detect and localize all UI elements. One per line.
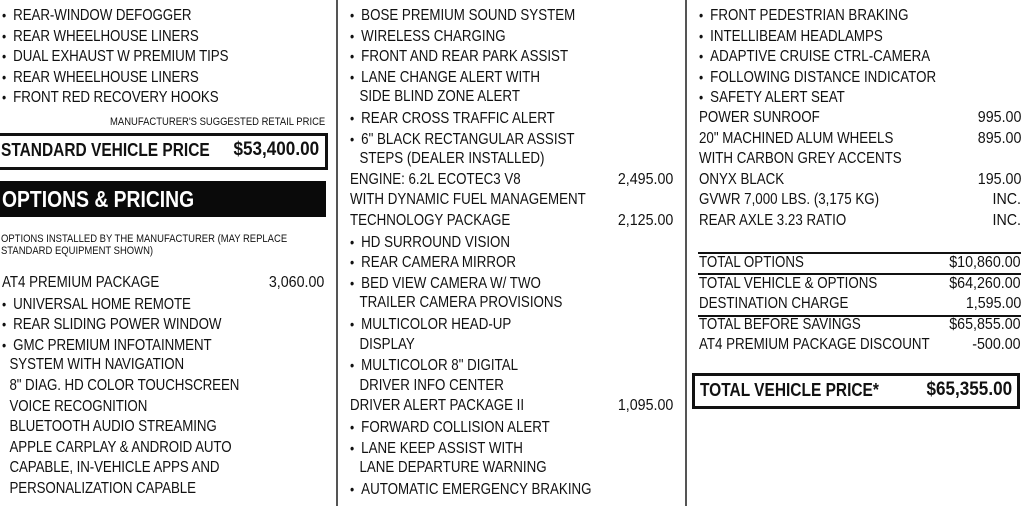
feature-item: • REAR WHEELHOUSE LINERS [2, 67, 289, 88]
option-line: • 6" BLACK RECTANGULAR ASSIST [350, 129, 673, 150]
option-line: 20" MACHINED ALUM WHEELS 895.00 [699, 129, 1021, 147]
options-header-text: OPTIONS & PRICING [2, 186, 195, 212]
totals-row: TOTAL OPTIONS $10,860.00 [699, 254, 1021, 271]
option-line: • HD SURROUND VISION [350, 232, 673, 253]
total-price-label: TOTAL VEHICLE PRICE* [700, 380, 879, 400]
package-row [2, 273, 324, 294]
totals-row: AT4 PREMIUM PACKAGE DISCOUNT -500.00 [699, 336, 1021, 354]
option-line: • FRONT AND REAR PARK ASSIST [350, 46, 673, 67]
option-line: ENGINE: 6.2L ECOTEC3 V8 2,495.00 [350, 170, 673, 188]
option-line: TRAILER CAMERA PROVISIONS [359, 294, 563, 312]
option-line: • FORWARD COLLISION ALERT [350, 417, 673, 438]
package-item: • REAR SLIDING POWER WINDOW [2, 314, 289, 335]
standard-vehicle-price-box [0, 133, 328, 170]
option-line: • FRONT PEDESTRIAN BRAKING [699, 5, 1021, 26]
package-amount: 3,060.00 [268, 274, 324, 291]
option-line: • MULTICOLOR 8" DIGITAL [350, 355, 673, 376]
option-line: • WIRELESS CHARGING [350, 26, 673, 47]
option-line: WITH CARBON GREY ACCENTS [699, 150, 902, 168]
option-line: ONYX BLACK 195.00 [699, 170, 1021, 188]
package-item: • GMC PREMIUM INFOTAINMENT [2, 335, 289, 356]
option-line: WITH DYNAMIC FUEL MANAGEMENT [350, 191, 586, 209]
option-line: LANE DEPARTURE WARNING [359, 459, 547, 477]
option-line: TECHNOLOGY PACKAGE 2,125.00 [350, 212, 673, 229]
feature-item: • REAR-WINDOW DEFOGGER [2, 5, 289, 26]
option-line: • BED VIEW CAMERA W/ TWO [350, 273, 673, 294]
option-line: DRIVER INFO CENTER [359, 376, 504, 394]
package-item: APPLE CARPLAY & ANDROID AUTO [9, 438, 232, 456]
package-item: BLUETOOTH AUDIO STREAMING [9, 418, 217, 436]
options-pricing-header [0, 181, 326, 217]
column-options-continued [338, 0, 685, 506]
package-item: SYSTEM WITH NAVIGATION [9, 356, 185, 374]
totals-row: TOTAL VEHICLE & OPTIONS $64,260.00 [699, 274, 1021, 292]
column-options-and-totals [687, 0, 1024, 506]
standard-price-label: STANDARD VEHICLE PRICE [1, 140, 210, 160]
option-line: • LANE KEEP ASSIST WITH [350, 438, 673, 459]
option-line: POWER SUNROOF 995.00 [699, 109, 1021, 126]
option-line: REAR AXLE 3.23 RATIO INC. [699, 212, 1021, 229]
option-line: STEPS (DEALER INSTALLED) [359, 150, 545, 168]
option-line: GVWR 7,000 LBS. (3,175 KG) INC. [699, 191, 1021, 209]
option-line: • REAR CAMERA MIRROR [350, 252, 673, 273]
option-line: • LANE CHANGE ALERT WITH [350, 67, 673, 88]
option-line: DRIVER ALERT PACKAGE II 1,095.00 [350, 397, 673, 415]
option-line: • INTELLIBEAM HEADLAMPS [699, 26, 1021, 47]
package-label: AT4 PREMIUM PACKAGE [2, 274, 160, 291]
option-line: • AUTOMATIC EMERGENCY BRAKING [350, 479, 673, 500]
option-line: • FOLLOWING DISTANCE INDICATOR [699, 67, 1021, 88]
option-line: • SAFETY ALERT SEAT [699, 87, 1021, 108]
feature-item: • DUAL EXHAUST W PREMIUM TIPS [2, 46, 289, 67]
standard-price-amount: $53,400.00 [233, 139, 319, 160]
option-line: SIDE BLIND ZONE ALERT [359, 88, 520, 106]
total-price-amount: $65,355.00 [926, 379, 1012, 400]
package-item: 8" DIAG. HD COLOR TOUCHSCREEN [9, 377, 240, 394]
package-item: CAPABLE, IN-VEHICLE APPS AND [9, 459, 220, 477]
package-item: VOICE RECOGNITION [9, 397, 148, 415]
options-note: STANDARD EQUIPMENT SHOWN) [1, 245, 154, 257]
feature-item: • REAR WHEELHOUSE LINERS [2, 26, 289, 47]
totals-row: DESTINATION CHARGE 1,595.00 [699, 295, 1021, 313]
feature-item: • FRONT RED RECOVERY HOOKS [2, 87, 289, 108]
option-line: • MULTICOLOR HEAD-UP [350, 314, 673, 335]
totals-row: TOTAL BEFORE SAVINGS $65,855.00 [699, 315, 1021, 333]
option-line: • REAR CROSS TRAFFIC ALERT [350, 108, 673, 129]
options-note: OPTIONS INSTALLED BY THE MANUFACTURER (MAY REPLACE [1, 233, 288, 245]
package-item: • UNIVERSAL HOME REMOTE [2, 294, 289, 315]
package-item: PERSONALIZATION CAPABLE [9, 480, 196, 497]
option-line: • BOSE PREMIUM SOUND SYSTEM [350, 5, 673, 26]
msrp-caption: MANUFACTURER'S SUGGESTED RETAIL PRICE [110, 116, 326, 128]
column-standard-and-options [0, 0, 336, 506]
option-line: • ADAPTIVE CRUISE CTRL-CAMERA [699, 46, 1021, 67]
option-line: DISPLAY [359, 335, 415, 353]
total-vehicle-price-box [692, 373, 1020, 409]
